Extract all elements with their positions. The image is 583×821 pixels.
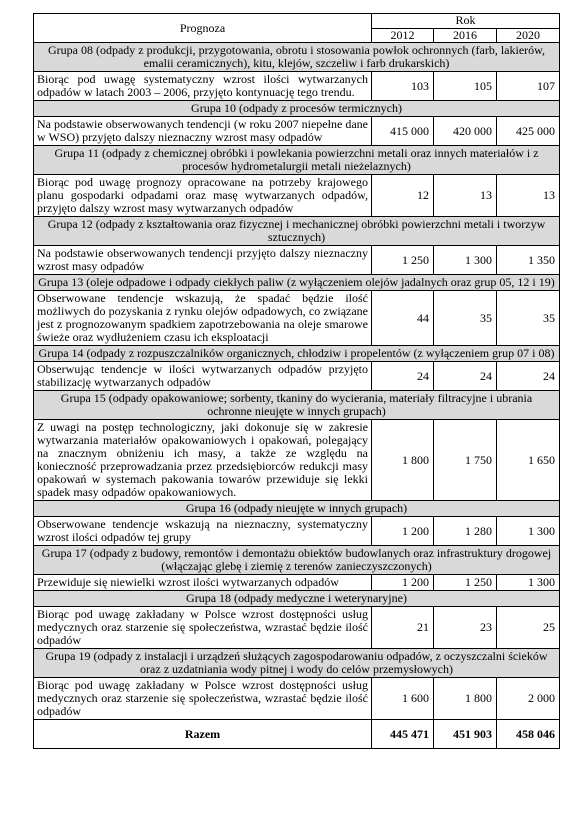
- total-value-2020: 458 046: [497, 720, 560, 749]
- group-data-row: [34, 362, 560, 391]
- group-title: Grupa 15 (odpady opakowaniowe; sorbenty, tkaniny do wycierania, materiały filtracyjne i ubrania ochronne nieujęte w innych grupach): [34, 391, 560, 420]
- group-data-row: [34, 246, 560, 275]
- group-header-row: [34, 546, 560, 575]
- value-2012: 21: [372, 607, 434, 649]
- group-description: Obserwując tendencje w ilości wytwarzanych odpadów przyjęto stabilizację wytwarzanych odpadów: [34, 362, 372, 391]
- value-2020: 1 650: [497, 420, 560, 501]
- value-2016: 1 750: [434, 420, 497, 501]
- group-description: Obserwowane tendencje wskazują na nieznaczny, systematyczny wzrost ilości odpadów tej grupy: [34, 517, 372, 546]
- value-2012: 103: [372, 72, 434, 101]
- group-header-row: [34, 649, 560, 678]
- group-header-row: [34, 391, 560, 420]
- table-body: [34, 14, 560, 749]
- group-description: Biorąc pod uwagę zakładany w Polsce wzrost dostępności usług medycznych oraz starzenie się społeczeństwa, wzrastać będzie ilość odpadów: [34, 607, 372, 649]
- header-year-2016: 2016: [434, 28, 497, 43]
- group-title: Grupa 19 (odpady z instalacji i urządzeń służących zagospodarowaniu odpadów, z oczyszczalni ścieków oraz z uzdatniania wody pitnej i wody do celów przemysłowych): [34, 649, 560, 678]
- group-header-row: [34, 217, 560, 246]
- value-2012: 1 200: [372, 517, 434, 546]
- group-data-row: [34, 607, 560, 649]
- group-title: Grupa 12 (odpady z kształtowania oraz fizycznej i mechanicznej obróbki powierzchni metali i tworzyw sztucznych): [34, 217, 560, 246]
- group-title: Grupa 14 (odpady z rozpuszczalników organicznych, chłodziw i propelentów (z wyłączeniem grup 07 i 08): [34, 346, 560, 362]
- group-description: Przewiduje się niewielki wzrost ilości wytwarzanych odpadów: [34, 575, 372, 591]
- value-2020: 24: [497, 362, 560, 391]
- header-year-2012: 2012: [372, 28, 434, 43]
- group-description: Biorąc pod uwagę prognozy opracowane na potrzeby krajowego planu gospodarki odpadami oraz masę wytwarzanych odpadów, przyjęto dalszy wzrost masy wytwarzanych odpadów: [34, 175, 372, 217]
- group-title: Grupa 10 (odpady z procesów termicznych): [34, 101, 560, 117]
- group-data-row: [34, 72, 560, 101]
- value-2016: 1 280: [434, 517, 497, 546]
- value-2012: 1 250: [372, 246, 434, 275]
- group-data-row: [34, 517, 560, 546]
- group-data-row: [34, 575, 560, 591]
- group-description: Obserwowane tendencje wskazują, że spadać będzie ilość możliwych do pozyskania z rynku olejów odpadowych, co związane jest z prognozowanym spadkiem zapotrzebowania na oleje smarowe świeże oraz wydłużeniem czasu ich eksploatacji: [34, 291, 372, 346]
- group-description: Biorąc pod uwagę systematyczny wzrost ilości wytwarzanych odpadów w latach 2003 – 2006, przyjęto kontynuację tego trendu.: [34, 72, 372, 101]
- group-description: Biorąc pod uwagę zakładany w Polsce wzrost dostępności usług medycznych oraz starzenie się społeczeństwa, wzrastać będzie ilość odpadów: [34, 678, 372, 720]
- group-title: Grupa 08 (odpady z produkcji, przygotowania, obrotu i stosowania powłok ochronnych (farb, lakierów, emalii ceramicznych), kitu, klejów, szczeliw i farb drukarskich): [34, 43, 560, 72]
- value-2012: 1 600: [372, 678, 434, 720]
- group-data-row: [34, 175, 560, 217]
- value-2012: 1 800: [372, 420, 434, 501]
- total-value-2016: 451 903: [434, 720, 497, 749]
- total-row: [34, 720, 560, 749]
- group-title: Grupa 16 (odpady nieujęte w innych grupach): [34, 501, 560, 517]
- group-header-row: [34, 346, 560, 362]
- value-2012: 24: [372, 362, 434, 391]
- group-title: Grupa 18 (odpady medyczne i weterynaryjne): [34, 591, 560, 607]
- value-2016: 1 250: [434, 575, 497, 591]
- total-label: Razem: [34, 720, 372, 749]
- group-title: Grupa 17 (odpady z budowy, remontów i demontażu obiektów budowlanych oraz infrastruktury drogowej (włączając glebę i ziemię z terenów zanieczyszczonych): [34, 546, 560, 575]
- group-description: Na podstawie obserwowanych tendencji przyjęto dalszy nieznaczny wzrost masy odpadów: [34, 246, 372, 275]
- header-prognoza: Prognoza: [34, 14, 372, 43]
- group-header-row: [34, 275, 560, 291]
- group-header-row: [34, 501, 560, 517]
- value-2020: 25: [497, 607, 560, 649]
- value-2016: 13: [434, 175, 497, 217]
- value-2020: 1 300: [497, 517, 560, 546]
- value-2012: 1 200: [372, 575, 434, 591]
- value-2012: 415 000: [372, 117, 434, 146]
- group-data-row: [34, 117, 560, 146]
- header-row: [34, 14, 560, 29]
- group-header-row: [34, 591, 560, 607]
- value-2020: 13: [497, 175, 560, 217]
- header-rok: Rok: [372, 14, 560, 29]
- value-2016: 105: [434, 72, 497, 101]
- total-value-2012: 445 471: [372, 720, 434, 749]
- value-2016: 24: [434, 362, 497, 391]
- group-description: Z uwagi na postęp technologiczny, jaki dokonuje się w zakresie wytwarzania materiałów opakowaniowych i opakowań, polegający na znacznym obniżeniu ich masy, a także ze względu na konieczność przeprowadzania przez przedsiębiorców redukcji masy opakowań w systemach pakowania towarów przewiduje się lekki spadek masy odpadów opakowaniowych.: [34, 420, 372, 501]
- value-2016: 420 000: [434, 117, 497, 146]
- value-2016: 23: [434, 607, 497, 649]
- group-data-row: [34, 420, 560, 501]
- value-2020: 2 000: [497, 678, 560, 720]
- value-2020: 1 350: [497, 246, 560, 275]
- group-header-row: [34, 146, 560, 175]
- group-data-row: [34, 678, 560, 720]
- group-title: Grupa 13 (oleje odpadowe i odpady ciekłych paliw (z wyłączeniem olejów jadalnych oraz grup 05, 12 i 19): [34, 275, 560, 291]
- value-2012: 44: [372, 291, 434, 346]
- value-2012: 12: [372, 175, 434, 217]
- value-2020: 107: [497, 72, 560, 101]
- value-2020: 35: [497, 291, 560, 346]
- value-2016: 1 800: [434, 678, 497, 720]
- group-description: Na podstawie obserwowanych tendencji (w roku 2007 niepełne dane w WSO) przyjęto dalszy nieznaczny wzrost masy odpadów: [34, 117, 372, 146]
- value-2016: 35: [434, 291, 497, 346]
- value-2020: 1 300: [497, 575, 560, 591]
- value-2016: 1 300: [434, 246, 497, 275]
- group-data-row: [34, 291, 560, 346]
- group-header-row: [34, 43, 560, 72]
- forecast-table: [33, 13, 560, 749]
- group-header-row: [34, 101, 560, 117]
- header-year-2020: 2020: [497, 28, 560, 43]
- group-title: Grupa 11 (odpady z chemicznej obróbki i powlekania powierzchni metali oraz innych materiałów i z procesów hydrometalurgii metali nieżelaznych): [34, 146, 560, 175]
- value-2020: 425 000: [497, 117, 560, 146]
